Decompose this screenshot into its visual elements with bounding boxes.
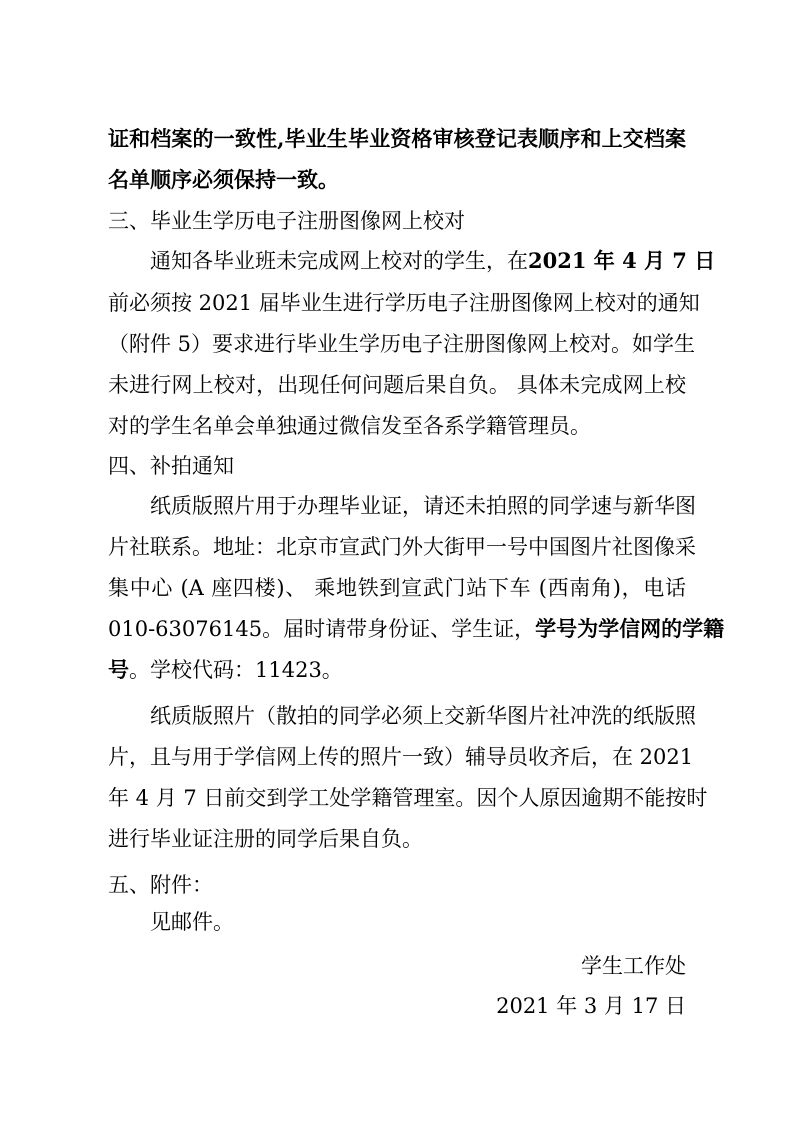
emphasis-text: 学号为学信网的学籍 bbox=[535, 616, 725, 641]
section-heading-4: 四、补拍通知 bbox=[108, 454, 234, 478]
paragraph-line: 片社联系。地址：北京市宣武门外大街甲一号中国图片社图像采 bbox=[108, 535, 696, 559]
paragraph-line: 片，且与用于学信网上传的照片一致）辅导员收齐后，在 2021 bbox=[108, 745, 694, 769]
paragraph-line: 前必须按 2021 届毕业生进行学历电子注册图像网上校对的通知 bbox=[108, 291, 700, 315]
text-span: 。学校代码：11423。 bbox=[129, 658, 343, 682]
emphasis-text: 号 bbox=[108, 657, 129, 682]
signature-date: 2021 年 3 月 17 日 bbox=[496, 994, 686, 1018]
paragraph-line: 纸质版照片用于办理毕业证，请还未拍照的同学速与新华图 bbox=[150, 494, 696, 518]
paragraph-line bbox=[108, 614, 725, 644]
paragraph-line: （附件 5）要求进行毕业生学历电子注册图像网上校对。如学生 bbox=[108, 332, 696, 356]
section-heading-3: 三、毕业生学历电子注册图像网上校对 bbox=[108, 209, 465, 233]
paragraph-line: 见邮件。 bbox=[150, 910, 234, 934]
paragraph-line bbox=[150, 246, 716, 276]
paragraph-line: 名单顺序必须保持一致。 bbox=[108, 167, 339, 192]
section-heading-5: 五、附件： bbox=[108, 873, 213, 897]
signature-office: 学生工作处 bbox=[581, 954, 686, 978]
paragraph-line: 未进行网上校对，出现任何问题后果自负。 具体未完成网上校 bbox=[108, 373, 686, 397]
paragraph-line: 进行毕业证注册的同学后果自负。 bbox=[108, 827, 423, 851]
paragraph-line: 证和档案的一致性,毕业生毕业资格审核登记表顺序和上交档案 bbox=[108, 126, 686, 151]
text-span: 010-63076145。届时请带身份证、学生证， bbox=[108, 617, 536, 641]
text-span: 通知各毕业班未完成网上校对的学生，在 bbox=[150, 249, 528, 273]
paragraph-line: 集中心 (A 座四楼)、 乘地铁到宣武门站下车 (西南角)，电话 bbox=[108, 576, 686, 600]
paragraph-line: 对的学生名单会单独通过微信发至各系学籍管理员。 bbox=[108, 414, 591, 438]
paragraph-line: 年 4 月 7 日前交到学工处学籍管理室。因个人原因逾期不能按时 bbox=[108, 786, 708, 810]
paragraph-line: 纸质版照片（散拍的同学必须上交新华图片社冲洗的纸版照 bbox=[150, 704, 696, 728]
deadline-date: 2021 年 4 月 7 日 bbox=[528, 248, 716, 273]
paragraph-line bbox=[108, 655, 343, 685]
